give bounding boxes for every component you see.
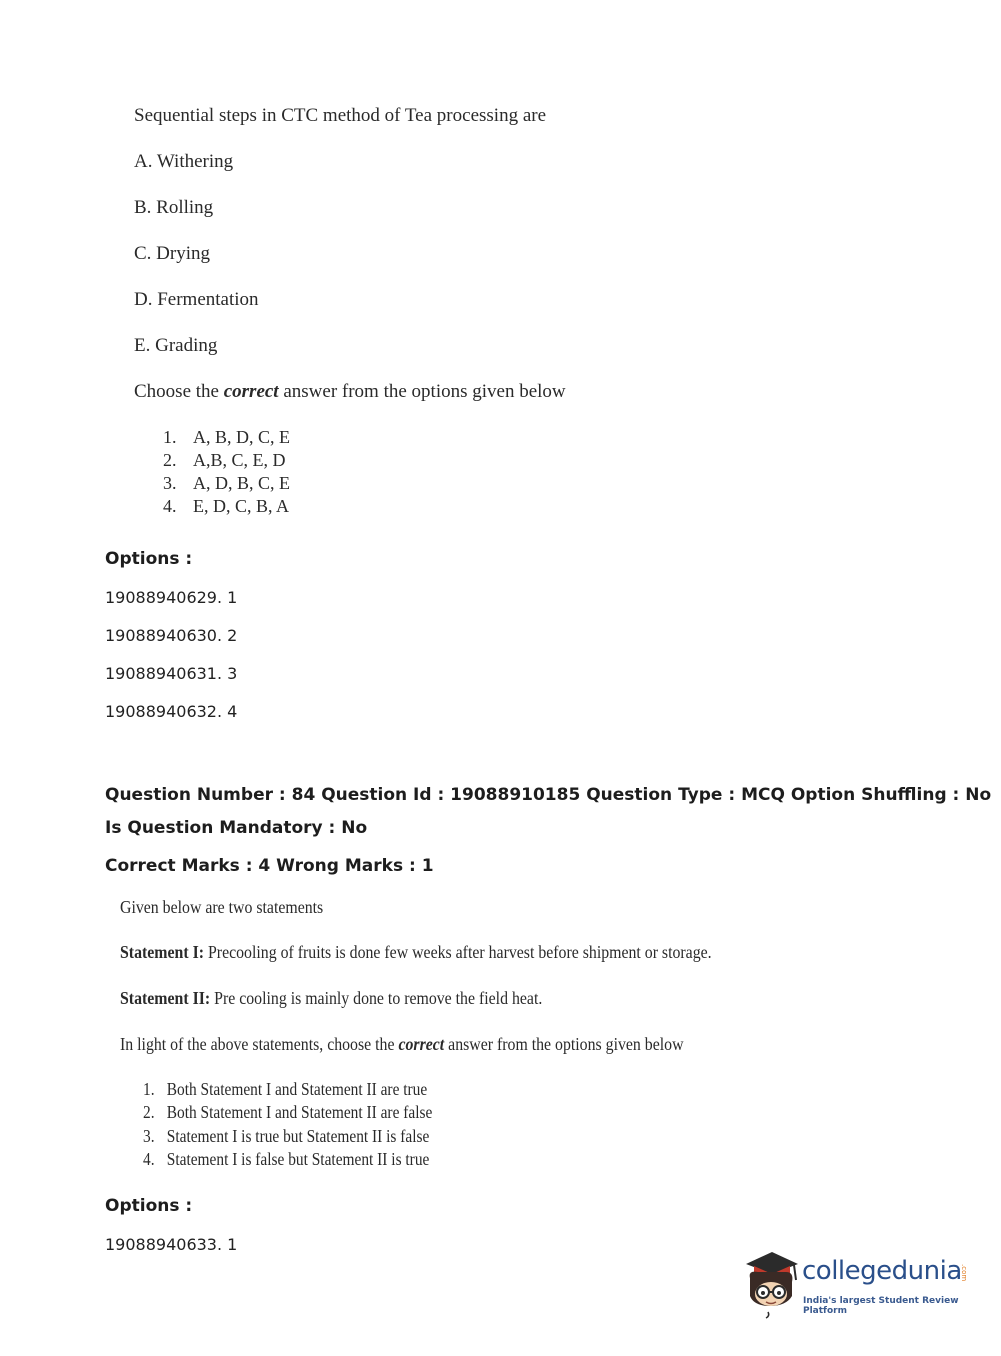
- q83-option-4: 19088940632. 4: [105, 702, 238, 721]
- logo-com: .com: [960, 1264, 968, 1282]
- choice-text: A, D, B, C, E: [193, 473, 291, 493]
- choice-number: 1.: [143, 1079, 155, 1099]
- statement-label: Statement I:: [120, 942, 205, 962]
- choice-text: Statement I is false but Statement II is true: [166, 1149, 430, 1169]
- q84-choice-2: [143, 1102, 432, 1123]
- logo-wordmark: collegedunia: [802, 1256, 962, 1286]
- instruction-text: answer from the options given below: [278, 381, 566, 402]
- instruction-emphasis: correct: [223, 381, 279, 402]
- q83-item-e: E. Grading: [134, 335, 218, 356]
- q84-intro: Given below are two statements: [120, 897, 324, 917]
- collegedunia-logo: [742, 1248, 972, 1320]
- choice-text: Both Statement I and Statement II are true: [166, 1079, 428, 1099]
- choice-text: E, D, C, B, A: [193, 496, 290, 516]
- q84-choice-3: [143, 1126, 429, 1147]
- q83-item-a: A. Withering: [134, 151, 234, 172]
- statement-text: Pre cooling is mainly done to remove the field heat.: [210, 988, 543, 1008]
- instruction-emphasis: correct: [398, 1034, 445, 1054]
- q83-item-d: D. Fermentation: [134, 289, 259, 310]
- q83-options-label: Options :: [105, 549, 193, 569]
- q84-option-1: 19088940633. 1: [105, 1235, 238, 1254]
- choice-number: 3.: [163, 473, 177, 493]
- statement-label: Statement II:: [120, 988, 211, 1008]
- choice-text: A,B, C, E, D: [193, 450, 286, 470]
- q84-meta-line: Question Number : 84 Question Id : 19088910185 Question Type : MCQ Option Shuffling : No: [105, 785, 992, 805]
- choice-number: 3.: [143, 1126, 155, 1146]
- q83-item-b: B. Rolling: [134, 197, 214, 218]
- choice-number: 1.: [163, 427, 177, 447]
- q84-options-label: Options :: [105, 1196, 193, 1216]
- q84-instruction: [120, 1034, 684, 1055]
- q83-choice-4: [163, 496, 289, 517]
- statement-text: Precooling of fruits is done few weeks after harvest before shipment or storage.: [204, 942, 712, 962]
- q83-choice-1: [163, 427, 290, 448]
- q84-statement-2: [120, 988, 542, 1009]
- choice-number: 4.: [143, 1149, 155, 1169]
- q83-option-1: 19088940629. 1: [105, 588, 238, 607]
- q83-instruction: [134, 381, 566, 403]
- instruction-text: Choose the: [134, 381, 224, 402]
- q84-statement-1: [120, 942, 712, 963]
- q83-choice-2: [163, 450, 286, 471]
- mascot-icon: [742, 1248, 800, 1320]
- q84-marks: Correct Marks : 4 Wrong Marks : 1: [105, 856, 434, 876]
- logo-tagline: India's largest Student Review Platform: [803, 1296, 959, 1316]
- q83-choice-3: [163, 473, 290, 494]
- choice-number: 2.: [163, 450, 177, 470]
- q84-choice-1: [143, 1079, 427, 1100]
- choice-text: Both Statement I and Statement II are false: [166, 1102, 433, 1122]
- instruction-text: In light of the above statements, choose the: [120, 1034, 399, 1054]
- instruction-text: answer from the options given below: [444, 1034, 684, 1054]
- choice-text: A, B, D, C, E: [193, 427, 291, 447]
- choice-text: Statement I is true but Statement II is false: [166, 1126, 430, 1146]
- q83-option-3: 19088940631. 3: [105, 664, 238, 683]
- q83-stem: Sequential steps in CTC method of Tea processing are: [134, 105, 547, 126]
- q83-item-c: C. Drying: [134, 243, 210, 264]
- q83-option-2: 19088940630. 2: [105, 626, 238, 645]
- q84-choice-4: [143, 1149, 429, 1170]
- q84-mandatory: Is Question Mandatory : No: [105, 818, 368, 838]
- choice-number: 2.: [143, 1102, 155, 1122]
- choice-number: 4.: [163, 496, 177, 516]
